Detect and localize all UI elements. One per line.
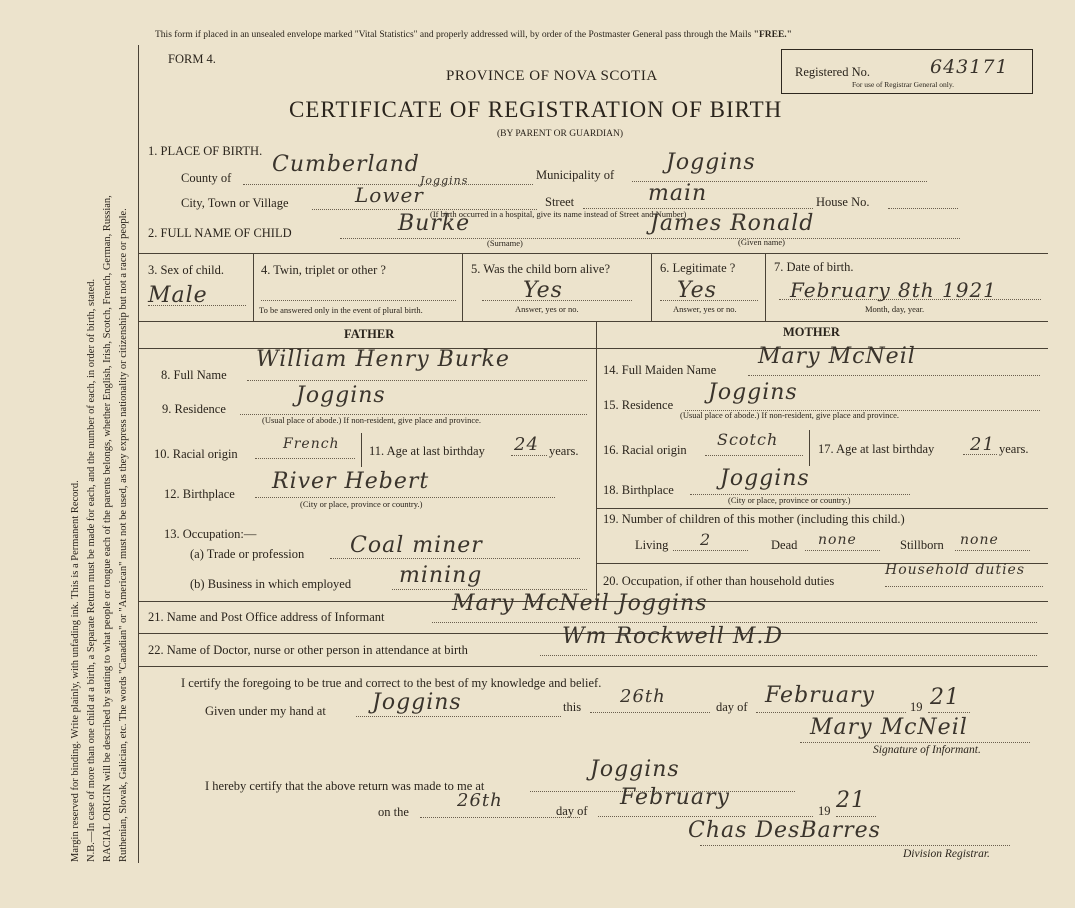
mother-birthplace-note: (City or place, province or country.) <box>728 495 851 505</box>
father-business: mining <box>399 563 483 588</box>
child-given-name: James Ronald <box>650 211 815 236</box>
alive-label: 5. Was the child born alive? <box>471 262 611 276</box>
certify-statement: I certify the foregoing to be true and correct to the best of my knowledge and belief. <box>181 676 602 690</box>
father-residence-note: (Usual place of abode.) If non-resident, give place and province. <box>262 415 482 425</box>
mother-age: 21 <box>970 434 995 455</box>
mother-occupation: Household duties <box>885 562 1026 578</box>
street-label: Street <box>545 195 575 209</box>
street-value: main <box>648 181 708 206</box>
father-business-label: (b) Business in which employed <box>190 577 352 591</box>
margin-racial-note-2: Ruthenian, Slovak, Galician, etc. The words "Canadian" or "American" must not be used, as they express nationality or citizenship but not a race or people. <box>118 208 129 862</box>
page-subtitle: (BY PARENT OR GUARDIAN) <box>497 129 624 139</box>
children-label: 19. Number of children of this mother (including this child.) <box>603 512 905 526</box>
registered-number: 643171 <box>930 56 1009 78</box>
birthdate-note: Month, day, year. <box>865 304 925 314</box>
registrar-year: 21 <box>836 788 866 813</box>
certify-year-prefix: 19 <box>910 700 923 714</box>
given-label: Given under my hand at <box>205 704 326 718</box>
father-trade-label: (a) Trade or profession <box>190 547 305 561</box>
given-place: Joggins <box>372 690 462 715</box>
doctor-label: 22. Name of Doctor, nurse or other person in attendance at birth <box>148 643 468 657</box>
certify-year: 21 <box>930 685 960 710</box>
mother-age-label: 17. Age at last birthday <box>818 442 935 456</box>
legitimate-value: Yes <box>677 278 717 303</box>
margin-racial-note: RACIAL ORIGIN will be described by stating to what people or tongue each of the parents belongs, whether English, Irish, Scotch, French, German, Russian, <box>102 195 113 862</box>
registrar-on-label: on the <box>378 805 409 819</box>
registered-box <box>781 49 1033 94</box>
mother-residence-note: (Usual place of abode.) If non-resident, give place and province. <box>680 410 900 420</box>
dead-label: Dead <box>771 538 798 552</box>
father-race: French <box>283 436 340 452</box>
left-frame-line <box>138 45 139 863</box>
father-birthplace-label: 12. Birthplace <box>164 487 235 501</box>
certify-dayof-label: day of <box>716 700 748 714</box>
birthdate-label: 7. Date of birth. <box>774 260 854 274</box>
mother-years: years. <box>999 442 1029 456</box>
mother-name: Mary McNeil <box>758 344 916 369</box>
house-label: House No. <box>816 195 870 209</box>
father-name-label: 8. Full Name <box>161 368 227 382</box>
living-label: Living <box>635 538 669 552</box>
twin-label: 4. Twin, triplet or other ? <box>261 263 386 277</box>
registrar-dayof-label: day of <box>556 804 588 818</box>
mother-residence-label: 15. Residence <box>603 398 674 412</box>
alive-note: Answer, yes or no. <box>515 304 579 314</box>
father-birthplace-note: (City or place, province or country.) <box>300 499 423 509</box>
this-label: this <box>563 700 582 714</box>
informant-signature-label: Signature of Informant. <box>873 744 981 756</box>
birthdate-value: February 8th 1921 <box>790 278 997 302</box>
registrar-place: Joggins <box>590 757 680 782</box>
mother-race: Scotch <box>717 430 779 449</box>
registrar-day: 26th <box>457 790 503 811</box>
mother-birthplace-label: 18. Birthplace <box>603 483 674 497</box>
mother-race-label: 16. Racial origin <box>603 443 687 457</box>
legitimate-label: 6. Legitimate ? <box>660 261 736 275</box>
father-heading: FATHER <box>344 327 395 341</box>
mother-name-label: 14. Full Maiden Name <box>603 363 717 377</box>
registered-note: For use of Registrar General only. <box>852 80 954 89</box>
legitimate-note: Answer, yes or no. <box>673 304 737 314</box>
stillborn-label: Stillborn <box>900 538 944 552</box>
father-age: 24 <box>514 434 539 455</box>
margin-binding-note: Margin reserved for binding. Write plainly, with unfading ink. This is a Permanent Record. <box>70 480 81 862</box>
mother-residence: Joggins <box>708 380 798 405</box>
mother-birthplace: Joggins <box>720 466 810 491</box>
registrar-year-prefix: 19 <box>818 804 831 818</box>
informant-signature: Mary McNeil <box>810 715 968 740</box>
registrar-month: February <box>620 785 730 810</box>
hospital-note: (If birth occurred in a hospital, give its name instead of Street and Number) <box>430 209 687 219</box>
father-occupation-label: 13. Occupation:— <box>164 527 257 541</box>
living-value: 2 <box>700 530 712 549</box>
city-value: Lower <box>355 183 424 207</box>
registered-label: Registered No. <box>795 65 870 79</box>
city-insert: Joggins <box>420 174 469 187</box>
father-residence: Joggins <box>296 383 386 408</box>
given-caption: (Given name) <box>738 237 785 247</box>
form-number: FORM 4. <box>168 52 216 66</box>
stillborn-value: none <box>960 532 999 548</box>
municipality-label: Municipality of <box>536 168 615 182</box>
father-trade: Coal miner <box>350 533 483 558</box>
mother-heading: MOTHER <box>783 325 840 339</box>
father-residence-label: 9. Residence <box>162 402 226 416</box>
father-age-label: 11. Age at last birthday <box>369 444 485 458</box>
sex-value: Male <box>148 283 208 308</box>
page-title: CERTIFICATE OF REGISTRATION OF BIRTH <box>289 97 783 122</box>
city-label: City, Town or Village <box>181 196 289 210</box>
father-name: William Henry Burke <box>256 347 510 372</box>
county-value: Cumberland <box>272 152 420 177</box>
alive-value: Yes <box>523 278 563 303</box>
father-years: years. <box>549 444 579 458</box>
registrar-statement: I hereby certify that the above return was made to me at <box>205 779 485 793</box>
twin-note: To be answered only in the event of plural birth. <box>259 305 423 315</box>
child-surname: Burke <box>398 211 471 236</box>
sex-label: 3. Sex of child. <box>148 263 225 277</box>
father-race-label: 10. Racial origin <box>154 447 238 461</box>
province-heading: PROVINCE OF NOVA SCOTIA <box>446 68 658 84</box>
margin-nb-note: N.B.—In case of more than one child at a birth, a Separate Return must be made for each, and the number of each, in order of birth, stated. <box>86 278 97 862</box>
place-heading: 1. PLACE OF BIRTH. <box>148 144 263 158</box>
child-name-label: 2. FULL NAME OF CHILD <box>148 226 292 240</box>
registrar-signature: Chas DesBarres <box>688 818 881 843</box>
county-label: County of <box>181 171 232 185</box>
father-birthplace: River Hebert <box>272 469 430 494</box>
municipality-value: Joggins <box>666 150 756 175</box>
certify-day: 26th <box>620 686 666 707</box>
doctor-value: Wm Rockwell M.D <box>562 624 784 649</box>
postal-notice: This form if placed in an unsealed envelope marked "Vital Statistics" and properly addressed will, by order of the Postmaster General pass through the Mails "FREE." <box>155 30 792 40</box>
certify-month: February <box>765 683 875 708</box>
dead-value: none <box>818 532 857 548</box>
informant-value: Mary McNeil Joggins <box>452 591 708 616</box>
registrar-signature-label: Division Registrar. <box>903 848 990 860</box>
surname-caption: (Surname) <box>487 238 523 248</box>
informant-label: 21. Name and Post Office address of Informant <box>148 610 385 624</box>
mother-occupation-label: 20. Occupation, if other than household duties <box>603 574 835 588</box>
